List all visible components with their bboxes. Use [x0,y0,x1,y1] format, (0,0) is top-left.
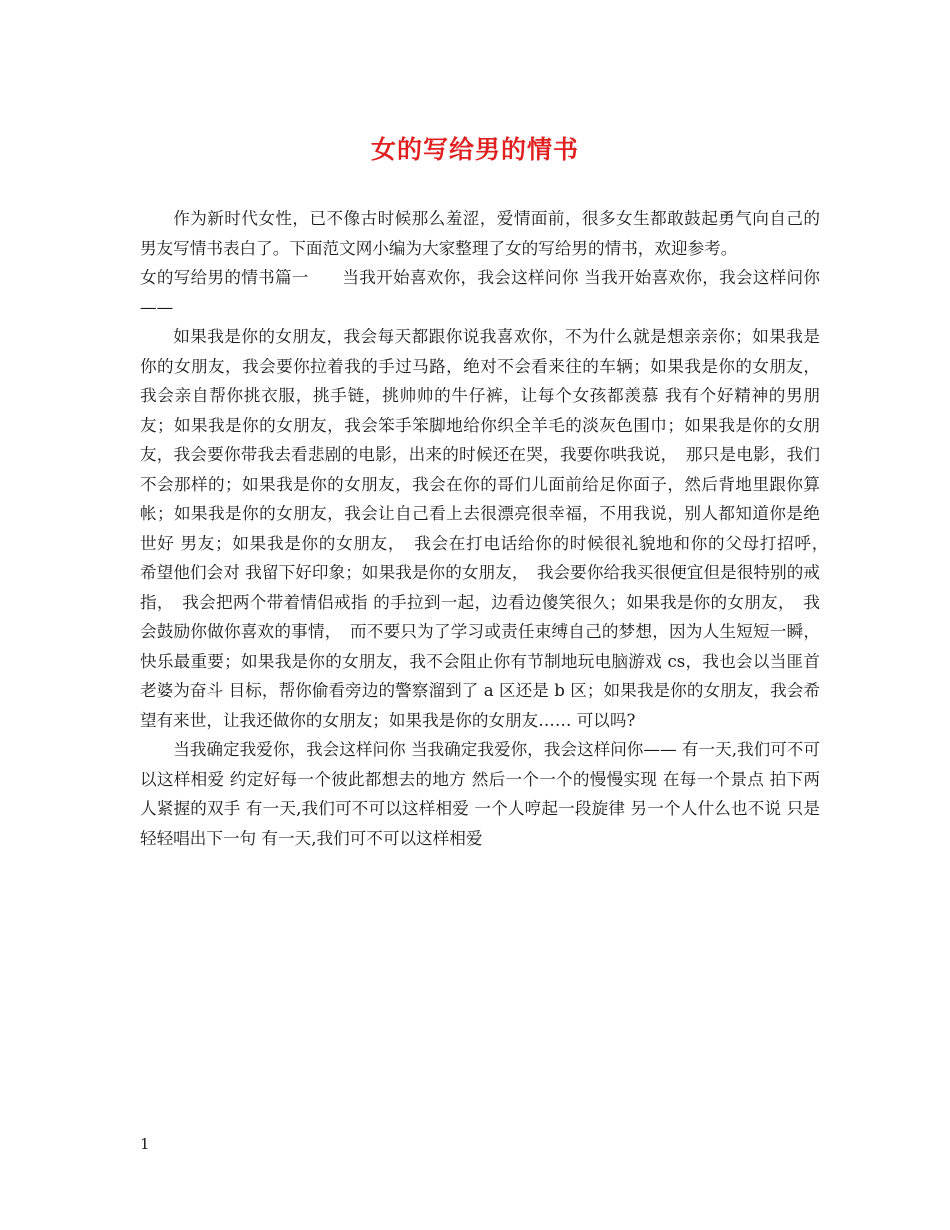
intro-paragraph: 作为新时代女性，已不像古时候那么羞涩，爱情面前，很多女生都敢鼓起勇气向自己的男友写情书表白了。下面范文网小编为大家整理了女的写给男的情书，欢迎参考。 [140,209,820,258]
section-heading-paragraph: 女的写给男的情书篇一 当我开始喜欢你，我会这样问你 当我开始喜欢你，我会这样问你—— [140,268,820,317]
page-number: 1 [140,1135,150,1153]
girlfriend-paragraph: 如果我是你的女朋友，我会每天都跟你说我喜欢你，不为什么就是想亲亲你；如果我是你的女朋友，我会要你拉着我的手过马路，绝对不会看来往的车辆；如果我是你的女朋友，我会亲自帮你挑衣服，挑手链，挑帅帅的牛仔裤，让每个女孩都羡慕 我有个好精神的男朋友；如果我是你的女朋友，我会笨手笨脚地给你织全羊毛的淡灰色围巾；如果我是你的女朋友，我会要你带我去看悲剧的电影，出来的时候还在哭，我要你哄我说， 那只是电影，我们不会那样的；如果我是你的女朋友，我会在你的哥们儿面前给足你面子，然后背地里跟你算帐；如果我是你的女朋友，我会让自己看上去很漂亮很幸福，不用我说，别人都知道你是绝世好 男友；如果我是你的女朋友， 我会在打电话给你的时候很礼貌地和你的父母打招呼， 希望他们会对 我留下好印象；如果我是你的女朋友， 我会要你给我买很便宜但是很特别的戒指， 我会把两个带着情侣戒指 的手拉到一起，边看边傻笑很久；如果我是你的女朋友， 我会鼓励你做你喜欢的事情， 而不要只为了学习或责任束缚自己的梦想，因为人生短短一瞬，快乐最重要；如果我是你的女朋友，我不会阻止你有节制地玩电脑游戏 cs，我也会以当匪首老婆为奋斗 目标，帮你偷看旁边的警察溜到了 a 区还是 b 区；如果我是你的女朋友，我会希望有来世，让我还做你的女朋友；如果我是你的女朋友…… 可以吗? [140,327,837,730]
love-paragraph: 当我确定我爱你，我会这样问你 当我确定我爱你，我会这样问你—— 有一天,我们可不可以这样相爱 约定好每一个彼此都想去的地方 然后一个一个的慢慢实现 在每一个景点 拍下两人紧握的双手 有一天,我们可不可以这样相爱 一个人哼起一段旋律 另一个人什么也不说 只是轻轻唱出下一句 有一天,我们可不可以这样相爱 [140,740,820,848]
document-body [140,204,837,853]
document-title: 女的写给男的情书 [370,135,579,164]
